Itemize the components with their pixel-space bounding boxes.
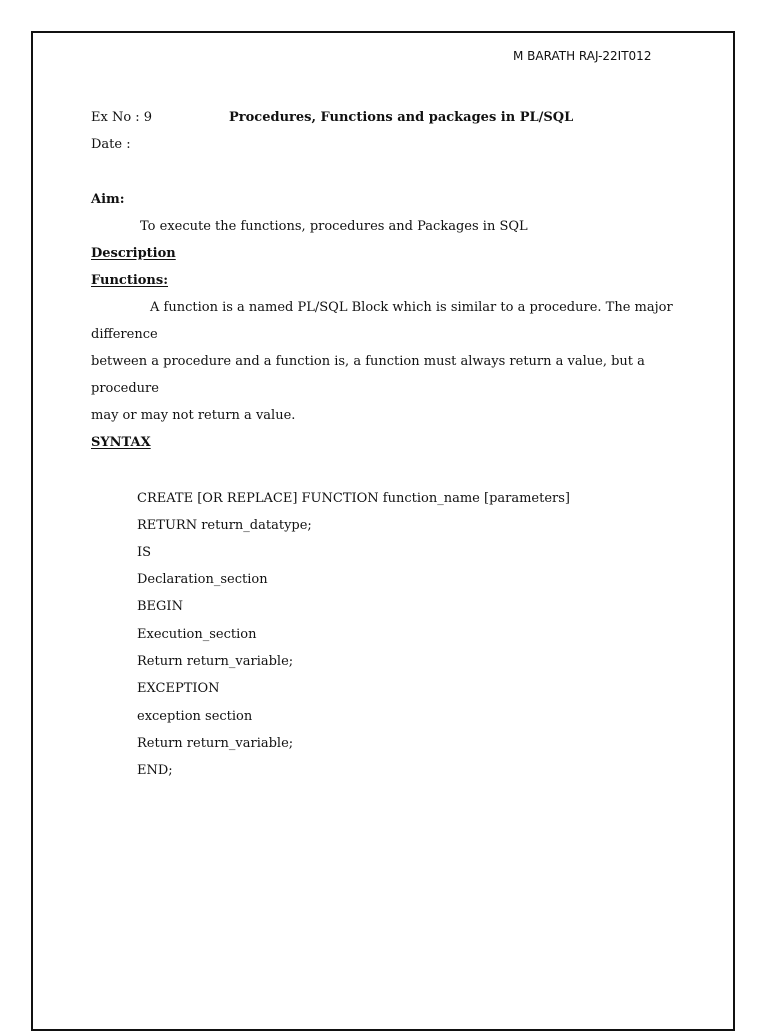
syntax-line: Declaration_section (137, 572, 268, 587)
description-line: A function is a named PL/SQL Block which is similar to a procedure. The major (150, 300, 673, 315)
aim-text: To execute the functions, procedures and Packages in SQL (140, 219, 528, 234)
syntax-line: CREATE [OR REPLACE] FUNCTION function_name [parameters] (137, 491, 570, 506)
description-line: may or may not return a value. (91, 408, 296, 423)
description-line: between a procedure and a function is, a function must always return a value, but a (91, 354, 645, 369)
description-heading: Description (91, 246, 176, 261)
syntax-line: Execution_section (137, 627, 257, 642)
date-label: Date : (91, 137, 131, 152)
syntax-line: exception section (137, 709, 253, 724)
page-title: Procedures, Functions and packages in PL/SQL (229, 110, 574, 125)
syntax-heading: SYNTAX (91, 435, 151, 450)
syntax-line: BEGIN (137, 599, 183, 614)
syntax-line: END; (137, 763, 173, 778)
functions-heading: Functions: (91, 273, 169, 288)
author-header: M BARATH RAJ-22IT012 (513, 49, 652, 63)
description-line: difference (91, 327, 158, 342)
syntax-line: IS (137, 545, 152, 560)
syntax-line: Return return_variable; (137, 736, 294, 751)
aim-heading: Aim: (91, 192, 125, 207)
syntax-line: RETURN return_datatype; (137, 518, 312, 533)
syntax-line: EXCEPTION (137, 681, 220, 696)
exercise-number: Ex No : 9 (91, 110, 153, 125)
syntax-line: Return return_variable; (137, 654, 294, 669)
description-line: procedure (91, 381, 159, 396)
document-page (31, 31, 735, 1031)
